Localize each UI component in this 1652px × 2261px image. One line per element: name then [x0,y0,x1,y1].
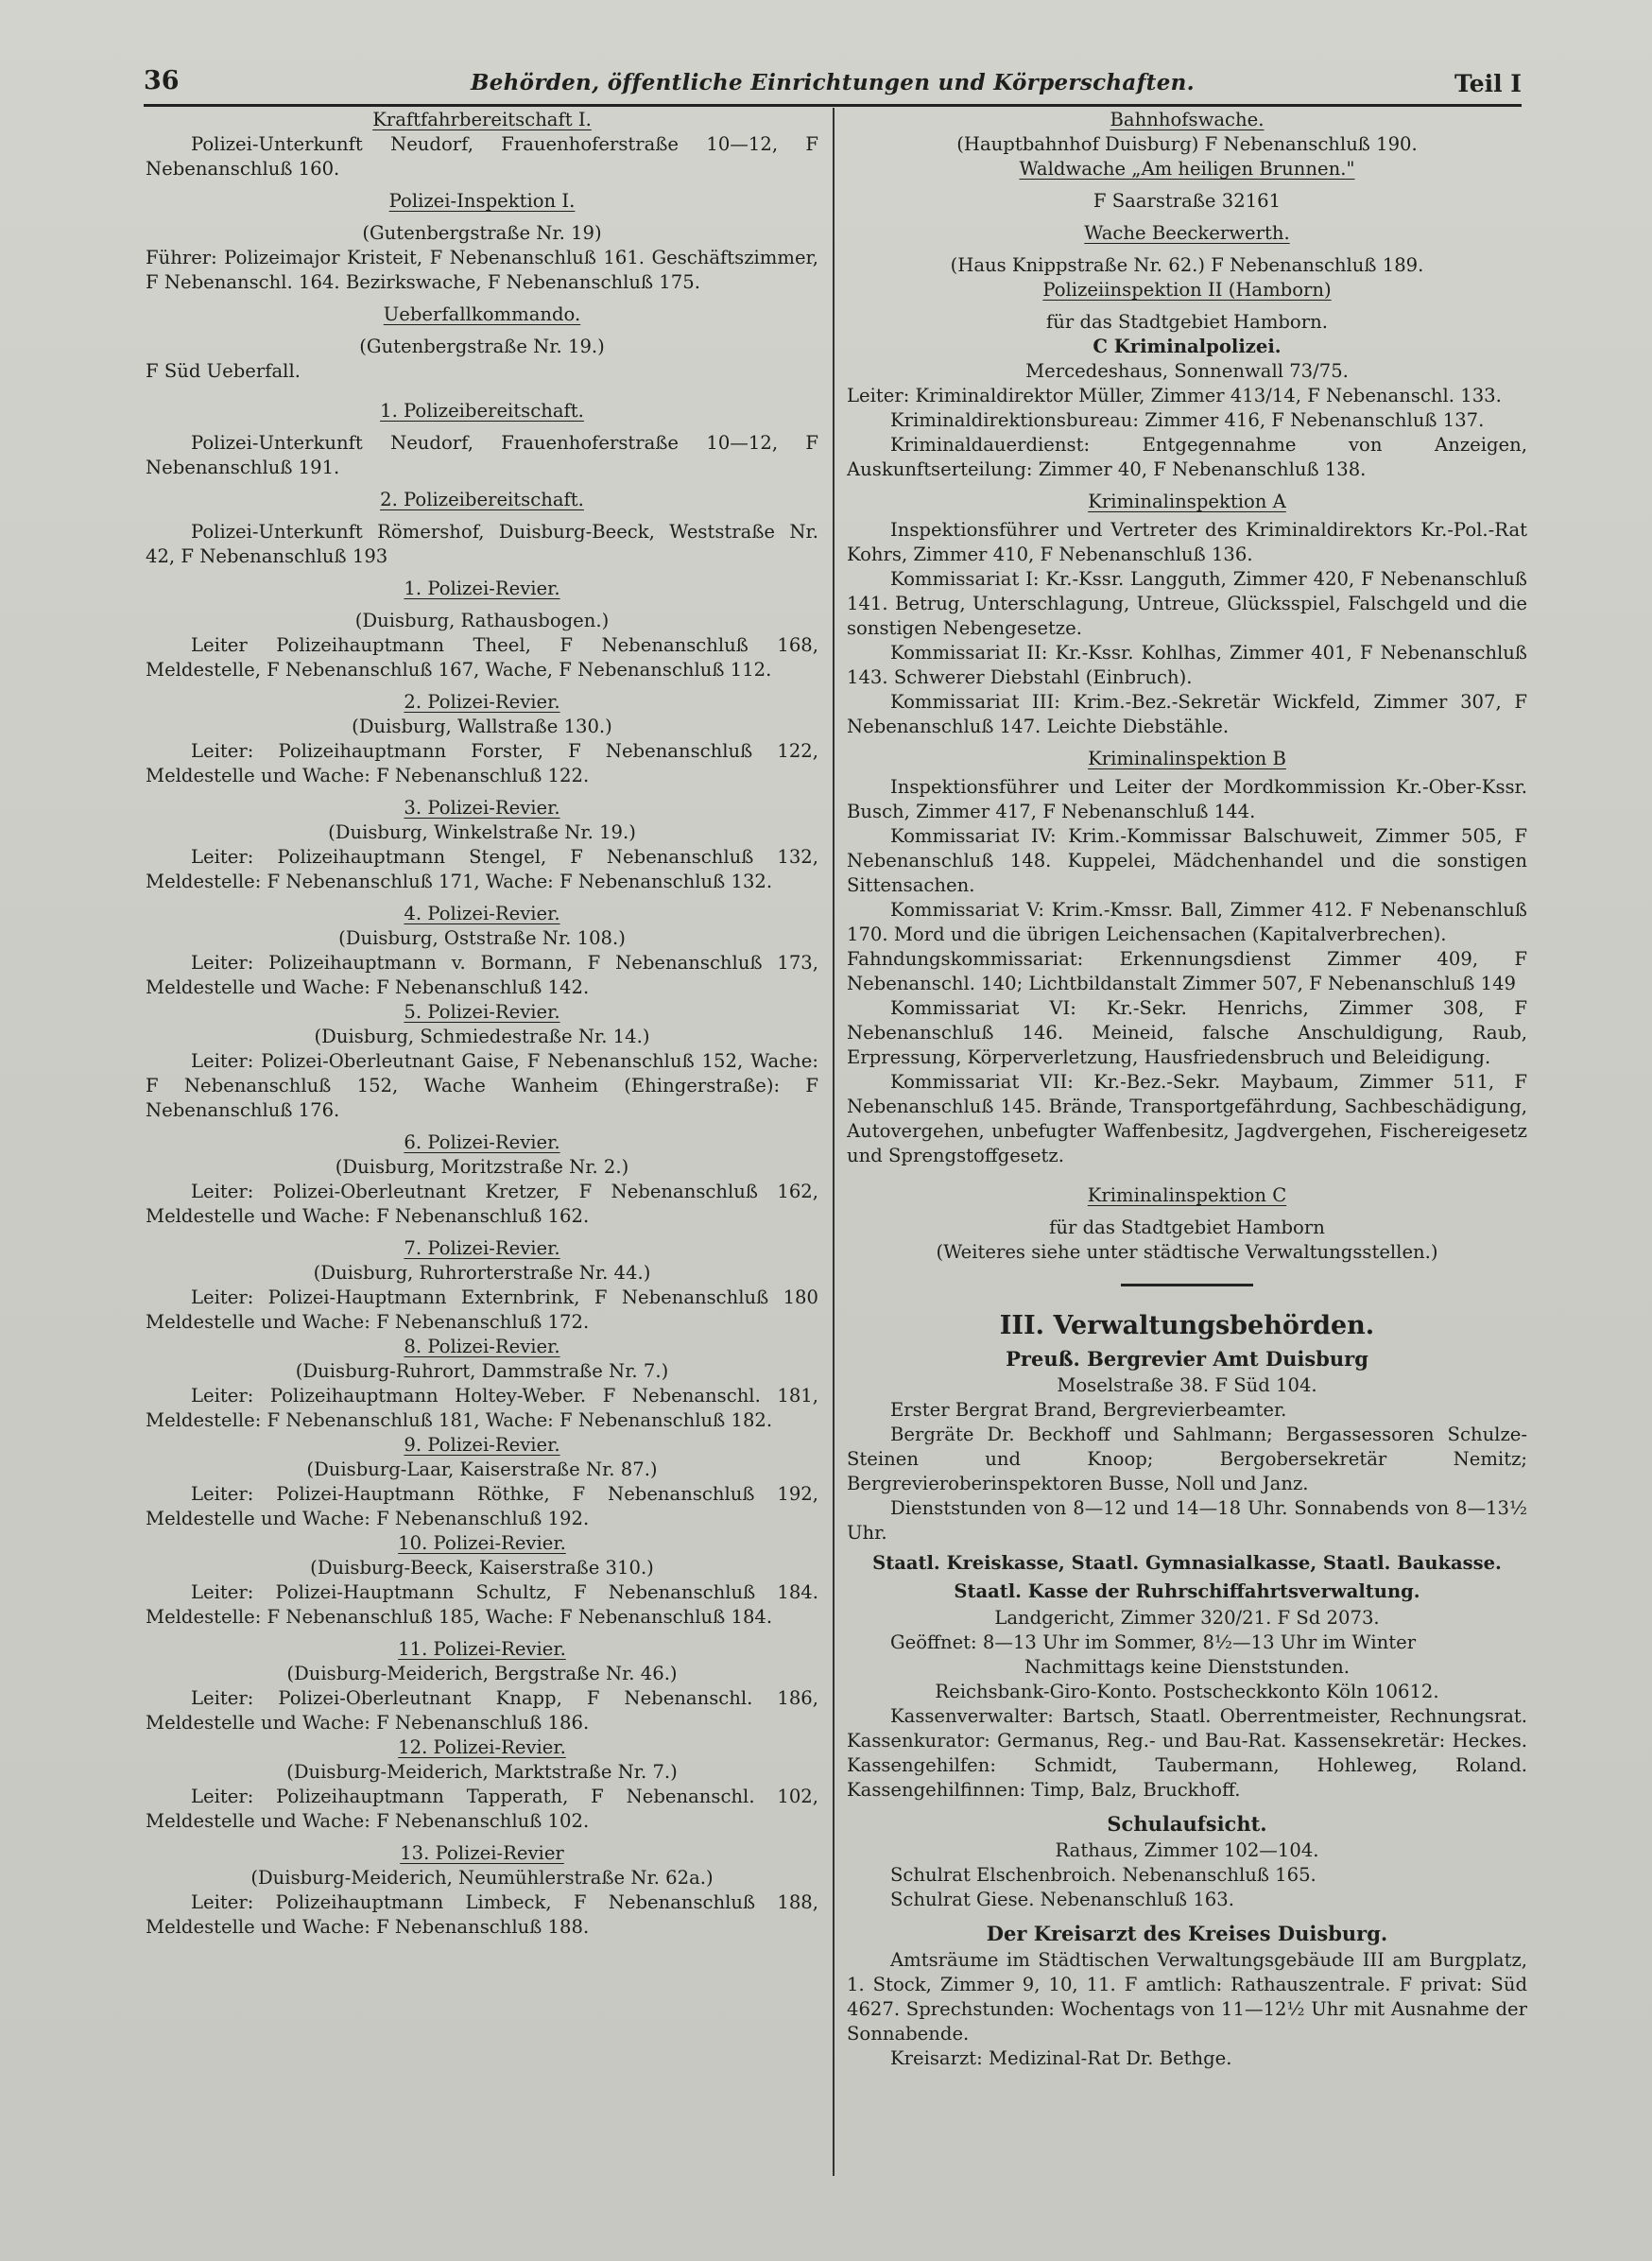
section-heading: 9. Polizei-Revier. [404,1434,560,1456]
entry-address: Moselstraße 38. F Süd 104. [1057,1374,1317,1396]
entry-address: (Duisburg-Laar, Kaiserstraße Nr. 87.) [306,1458,658,1480]
section-heading: Der Kreisarzt des Kreises Duisburg. [986,1922,1388,1945]
entry-text: Kriminaldirektionsbureau: Zimmer 416, F Nebenanschluß 137. [890,409,1485,431]
entry-text: Kommissariat III: Krim.-Bez.-Sekretär Wickfeld, Zimmer 307, F Nebenanschluß 147. Leichte Diebstähle. [847,691,1527,737]
entry-address: (Duisburg, Wallstraße 130.) [352,716,612,737]
entry-text: Kassenverwalter: Bartsch, Staatl. Oberrentmeister, Rechnungsrat. Kassenkurator: Germanus, Reg.- und Bau-Rat. Kassensekretär: Heckes. Kassengehilfen: Schmidt, Taubermann, Hohleweg, Roland. Kassengehilfinnen: Timp, Balz, Bruckhoff. [847,1705,1527,1801]
entry-text: Geöffnet: 8—13 Uhr im Sommer, 8½—13 Uhr im Winter [890,1631,1417,1653]
section-heading: Polizeiinspektion II (Hamborn) [1042,279,1332,301]
entry-text: Polizei-Unterkunft Römershof, Duisburg-Beeck, Weststraße Nr. 42, F Nebenanschluß 193 [146,521,818,567]
entry-text: Inspektionsführer und Vertreter des Kriminaldirektors Kr.-Pol.-Rat Kohrs, Zimmer 410, F Nebenanschluß 136. [847,519,1527,565]
entry-text: Schulrat Elschenbroich. Nebenanschluß 165. [890,1864,1316,1886]
section-heading: Schulaufsicht. [1107,1812,1267,1836]
entry-text: Leiter: Kriminaldirektor Müller, Zimmer 413/14, F Nebenanschl. 133. [847,385,1502,406]
part-label: Teil I [1454,70,1522,97]
entry-text: Leiter: Polizei-Hauptmann Schultz, F Nebenanschluß 184. Meldestelle: F Nebenanschluß 185, Wache: F Nebenanschluß 184. [146,1581,818,1628]
entry-text: Leiter Polizeihauptmann Theel, F Nebenanschluß 168, Meldestelle, F Nebenanschluß 167, Wache, F Nebenanschluß 112. [146,634,818,681]
entry-text: Polizei-Unterkunft Neudorf, Frauenhoferstraße 10—12, F Nebenanschluß 160. [146,133,818,180]
section-heading: Kraftfahrbereitschaft I. [372,109,592,130]
section-heading: C Kriminalpolizei. [1093,336,1282,357]
right-column [847,108,1527,2071]
section-heading: Staatl. Kasse der Ruhrschiffahrtsverwaltung. [954,1580,1420,1602]
entry-text: Kommissariat VI: Kr.-Sekr. Henrichs, Zimmer 308, F Nebenanschluß 146. Meineid, falsche Anschuldigung, Raub, Erpressung, Körperverletzung, Hausfriedensbruch und Beleidigung. [847,997,1527,1068]
section-heading: Bahnhofswache. [1110,109,1265,130]
entry-address: (Duisburg-Meiderich, Marktstraße Nr. 7.) [286,1761,678,1783]
section-heading: Kriminalinspektion C [1087,1184,1287,1206]
entry-text: Leiter: Polizeihauptmann Stengel, F Nebenanschluß 132, Meldestelle: F Nebenanschluß 171, Wache: F Nebenanschluß 132. [146,846,818,892]
entry-text: Leiter: Polizei-Oberleutnant Knapp, F Nebenanschl. 186, Meldestelle und Wache: F Nebenanschluß 186. [146,1687,818,1734]
section-heading: Waldwache „Am heiligen Brunnen." [1019,158,1355,180]
entry-text: Kriminaldauerdienst: Entgegennahme von Anzeigen, Auskunftserteilung: Zimmer 40, F Nebenanschluß 138. [847,434,1527,480]
entry-address: (Duisburg-Ruhrort, Dammstraße Nr. 7.) [295,1360,669,1382]
entry-address: (Duisburg, Rathausbogen.) [354,610,610,631]
entry-address: (Gutenbergstraße Nr. 19) [362,222,602,244]
entry-text: Kreisarzt: Medizinal-Rat Dr. Bethge. [890,2047,1232,2069]
section-heading: 2. Polizei-Revier. [404,691,560,713]
page-number: 36 [144,66,180,95]
entry-text: Leiter: Polizei-Hauptmann Externbrink, F Nebenanschluß 180 Meldestelle und Wache: F Nebenanschluß 172. [146,1286,818,1333]
section-heading: 13. Polizei-Revier [400,1842,564,1864]
entry-text: Leiter: Polizei-Oberleutnant Gaise, F Nebenanschluß 152, Wache: F Nebenanschluß 152, Wache Wanheim (Ehingerstraße): F Nebenanschluß 176. [146,1050,818,1121]
entry-text: Kommissariat I: Kr.-Kssr. Langguth, Zimmer 420, F Nebenanschluß 141. Betrug, Unterschlagung, Untreue, Glücksspiel, Falschgeld und die sonstigen Nebengesetze. [847,568,1527,639]
entry-address: (Duisburg, Schmiedestraße Nr. 14.) [314,1026,650,1047]
entry-note: (Weiteres siehe unter städtische Verwaltungsstellen.) [936,1241,1438,1263]
entry-address: (Duisburg, Ruhrorterstraße Nr. 44.) [313,1262,651,1284]
entry-text: Leiter: Polizeihauptmann v. Bormann, F Nebenanschluß 173, Meldestelle und Wache: F Nebenanschluß 142. [146,952,818,998]
entry-address: (Duisburg, Moritzstraße Nr. 2.) [335,1156,629,1178]
entry-text: Kommissariat V: Krim.-Kmssr. Ball, Zimmer 412. F Nebenanschluß 170. Mord und die übrigen Leichensachen (Kapitalverbrechen). [847,899,1527,945]
entry-text: Leiter: Polizeihauptmann Limbeck, F Nebenanschluß 188, Meldestelle und Wache: F Nebenanschluß 188. [146,1891,818,1938]
entry-address: Landgericht, Zimmer 320/21. F Sd 2073. [994,1607,1380,1629]
section-heading: 8. Polizei-Revier. [404,1336,560,1357]
section-heading: Ueberfallkommando. [383,303,581,325]
entry-text: Bergräte Dr. Beckhoff und Sahlmann; Bergassessoren Schulze-Steinen und Knoop; Bergobersekretär Nemitz; Bergrevieroberinspektoren Busse, Noll und Janz. [847,1424,1527,1494]
entry-text: Leiter: Polizei-Hauptmann Röthke, F Nebenanschluß 192, Meldestelle und Wache: F Nebenanschluß 192. [146,1483,818,1529]
section-heading: 4. Polizei-Revier. [404,903,560,924]
section-heading: 7. Polizei-Revier. [404,1237,560,1259]
entry-text: Nachmittags keine Dienststunden. [1024,1656,1350,1678]
section-heading: 2. Polizeibereitschaft. [380,489,584,510]
section-heading: Kriminalinspektion A [1088,491,1286,512]
entry-address: Rathaus, Zimmer 102—104. [1055,1839,1319,1861]
section-heading: 12. Polizei-Revier. [398,1736,566,1758]
section-heading: 1. Polizeibereitschaft. [380,400,584,422]
entry-text: Kommissariat IV: Krim.-Kommissar Balschuweit, Zimmer 505, F Nebenanschluß 148. Kuppelei, Mädchenhandel und die sonstigen Sittensachen. [847,825,1527,896]
entry-text: F Saarstraße 32161 [1093,190,1282,212]
section-heading: Staatl. Kreiskasse, Staatl. Gymnasialkasse, Staatl. Baukasse. [872,1552,1502,1574]
entry-text: Inspektionsführer und Leiter der Mordkommission Kr.-Ober-Kssr. Busch, Zimmer 417, F Nebenanschluß 144. [847,776,1527,822]
section-heading: Preuß. Bergrevier Amt Duisburg [1006,1347,1368,1371]
section-heading: 11. Polizei-Revier. [398,1638,566,1660]
entry-text: Kommissariat VII: Kr.-Bez.-Sekr. Maybaum, Zimmer 511, F Nebenanschluß 145. Brände, Transportgefährdung, Sachbeschädigung, Autovergehen, unbefugter Waffenbesitz, Jagdvergehen, Fischereigesetz und Sprengstoffgesetz. [847,1071,1527,1166]
section-heading: Wache Beeckerwerth. [1084,222,1290,244]
section-heading: 10. Polizei-Revier. [398,1532,566,1554]
entry-text: Kommissariat II: Kr.-Kssr. Kohlhas, Zimmer 401, F Nebenanschluß 143. Schwerer Diebstahl (Einbruch). [847,642,1527,688]
entry-text: Führer: Polizeimajor Kristeit, F Nebenanschluß 161. Geschäftszimmer, F Nebenanschl. 164. Bezirkswache, F Nebenanschluß 175. [146,247,818,293]
entry-address: Mercedeshaus, Sonnenwall 73/75. [1025,360,1349,382]
entry-text: Leiter: Polizeihauptmann Forster, F Nebenanschluß 122, Meldestelle und Wache: F Nebenanschluß 122. [146,740,818,786]
entry-address: (Gutenbergstraße Nr. 19.) [359,336,605,357]
section-heading: Kriminalinspektion B [1088,748,1286,769]
entry-text: Erster Bergrat Brand, Bergrevierbeamter. [890,1399,1287,1421]
entry-address: (Duisburg, Winkelstraße Nr. 19.) [328,821,636,843]
entry-address: (Duisburg-Meiderich, Bergstraße Nr. 46.) [286,1663,678,1684]
page-header [144,66,1522,107]
column-divider [833,108,835,2176]
entry-text: Reichsbank-Giro-Konto. Postscheckkonto Köln 10612. [935,1681,1439,1702]
entry-text: Polizei-Unterkunft Neudorf, Frauenhoferstraße 10—12, F Nebenanschluß 191. [146,432,818,478]
entry-text: Fahndungskommissariat: Erkennungsdienst Zimmer 409, F Nebenanschl. 140; Lichtbildanstalt Zimmer 507, F Nebenanschluß 149 [847,948,1527,994]
entry-text: Leiter: Polizeihauptmann Holtey-Weber. F Nebenanschl. 181, Meldestelle: F Nebenanschluß 181, Wache: F Nebenanschluß 182. [146,1385,818,1431]
section-heading: 1. Polizei-Revier. [404,578,560,599]
entry-text: Amtsräume im Städtischen Verwaltungsgebäude III am Burgplatz, 1. Stock, Zimmer 9, 10, 11. F amtlich: Rathauszentrale. F privat: Süd 4627. Sprechstunden: Wochentags von 11—12½ Uhr mit Ausnahme der Sonnabende. [847,1949,1527,2045]
section-heading: Polizei-Inspektion I. [388,190,576,212]
section-heading: 6. Polizei-Revier. [404,1131,560,1153]
entry-text: Schulrat Giese. Nebenanschluß 163. [890,1889,1234,1910]
entry-address: (Duisburg-Meiderich, Neumühlerstraße Nr. 62a.) [250,1867,714,1889]
entry-text: für das Stadtgebiet Hamborn [1049,1217,1325,1238]
entry-text: (Hauptbahnhof Duisburg) F Nebenanschluß 190. [956,133,1418,155]
entry-text: Dienststunden von 8—12 und 14—18 Uhr. Sonnabends von 8—13½ Uhr. [847,1497,1527,1544]
entry-address: (Duisburg, Oststraße Nr. 108.) [338,927,626,949]
entry-text: (Haus Knippstraße Nr. 62.) F Nebenanschluß 189. [950,254,1424,276]
section-heading: 5. Polizei-Revier. [404,1001,560,1023]
entry-text: F Süd Ueberfall. [146,360,301,382]
chapter-heading: III. Verwaltungsbehörden. [999,1311,1375,1340]
section-heading: 3. Polizei-Revier. [404,797,560,819]
section-rule [1121,1284,1253,1286]
running-title: Behörden, öffentliche Einrichtungen und Körperschaften. [470,70,1195,95]
entry-text: Leiter: Polizeihauptmann Tapperath, F Nebenanschl. 102, Meldestelle und Wache: F Nebenanschluß 102. [146,1786,818,1832]
entry-text: Leiter: Polizei-Oberleutnant Kretzer, F Nebenanschluß 162, Meldestelle und Wache: F Nebenanschluß 162. [146,1181,818,1227]
entry-text: für das Stadtgebiet Hamborn. [1046,311,1328,333]
entry-address: (Duisburg-Beeck, Kaiserstraße 310.) [310,1557,654,1579]
left-column [146,108,818,1940]
